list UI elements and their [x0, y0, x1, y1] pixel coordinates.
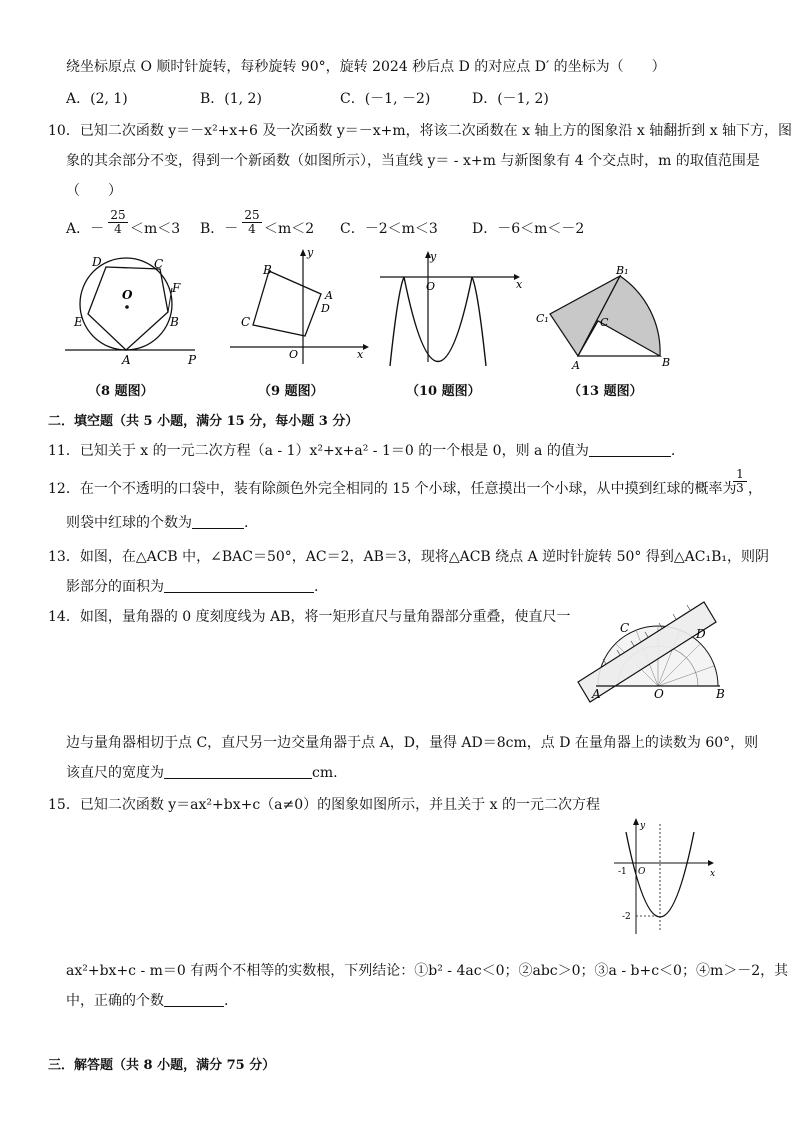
fig10-right-branch — [472, 277, 486, 366]
section-3-heading: 三．解答题（共 8 小题，满分 75 分） — [48, 1058, 276, 1073]
fraction-numerator: 25 — [108, 209, 128, 223]
q10-option-b-fraction — [242, 209, 262, 236]
fig8-caption: （8 题图） — [88, 384, 154, 399]
q12-answer-blank[interactable] — [192, 516, 244, 529]
fig10-left-branch — [390, 277, 404, 366]
q13-question: 影部分的面积为 — [66, 579, 164, 595]
fig13-label: A — [572, 359, 580, 372]
q14-line2: 边与量角器相切于点 C，直尺另一边交量角器于点 A，D，量得 AD＝8cm，点 D 在量角器上的读数为 60°，则 — [66, 735, 759, 751]
section-2-heading: 二．填空题（共 5 小题，满分 15 分，每小题 3 分） — [48, 414, 359, 429]
q15-end: . — [224, 993, 229, 1009]
fig13-caption: （13 题图） — [568, 384, 643, 399]
q14-answer-blank[interactable] — [164, 766, 312, 779]
fig9-y-arrow — [300, 249, 306, 256]
q11-end: . — [670, 443, 676, 459]
fig8-label: B — [170, 315, 179, 329]
fig8-center-dot — [125, 305, 129, 309]
fig10-label: y — [430, 250, 437, 263]
fig9-label: D — [321, 302, 330, 315]
q15-line1: 15．已知二次函数 y＝ax²+bx+c（a≠0）的图象如图所示，并且关于 x 的一元二次方程 — [48, 797, 600, 813]
fig14-label: C — [620, 621, 630, 635]
q12-question: 则袋中红球的个数为 — [66, 515, 192, 531]
fig10-label: x — [516, 278, 523, 291]
q12-line1-end: ， — [748, 481, 762, 497]
fig8-pentagon — [88, 267, 168, 350]
q14-line1: 14．如图，量角器的 0 度刻度线为 AB，将一矩形直尺与量角器部分重叠，使直尺一 — [48, 609, 571, 625]
q12-probability-fraction — [733, 468, 747, 495]
q10-option-a-prefix: A．－ — [66, 221, 105, 237]
figure-15-parabola — [610, 818, 725, 936]
q10-line1: 10．已知二次函数 y＝－x²+x+6 及一次函数 y＝－x+m，将该二次函数在 x 轴上方的图象沿 x 轴翻折到 x 轴下方，图 — [48, 123, 793, 139]
fig15-label: y — [640, 821, 646, 831]
q10-option-a-suffix: ＜m＜3 — [130, 221, 181, 237]
fig8-circle — [80, 258, 172, 350]
fig9-label: C — [241, 315, 251, 329]
fig8-label: F — [172, 281, 181, 295]
fig8-label: C — [154, 257, 164, 271]
q14-line3 — [66, 762, 338, 782]
fig9-label: y — [307, 246, 314, 259]
q11-text — [48, 440, 675, 460]
fig9-label: O — [289, 348, 299, 361]
q13-line1: 13．如图，在△ACB 中，∠BAC＝50°，AC＝2，AB＝3，现将△ACB 绕点 A 逆时针旋转 50° 得到△AC₁B₁，则阴 — [48, 549, 769, 565]
q12-line2 — [66, 512, 248, 532]
fig14-label: B — [716, 687, 725, 701]
fig15-label: -2 — [622, 912, 631, 922]
q14-unit: cm. — [312, 765, 338, 781]
fig9-square — [253, 271, 321, 336]
fig13-label: B — [662, 356, 671, 369]
q12-line1: 12．在一个不透明的口袋中，装有除颜色外完全相同的 15 个小球，任意摸出一个小球，从中摸到红球的概率为 — [48, 481, 737, 497]
fig14-label: A — [592, 687, 601, 701]
q10-option-b-suffix: ＜m＜2 — [264, 221, 315, 237]
q15-line3 — [66, 990, 228, 1010]
fig10-caption: （10 题图） — [406, 384, 481, 399]
q13-end: . — [314, 579, 319, 595]
fig15-label: -1 — [618, 867, 627, 877]
fraction-denominator: 4 — [248, 222, 256, 236]
q11-question: 11．已知关于 x 的一元二次方程（a - 1）x²+x+a² - 1＝0 的一个根是 0，则 a 的值为 — [48, 443, 589, 459]
q9-option-c: C．(－1, －2) — [340, 91, 431, 107]
q10-option-a-fraction — [108, 209, 128, 236]
q10-option-c: C．－2＜m＜3 — [340, 221, 438, 237]
figure-9-coordinate-square — [225, 246, 370, 366]
q14-question: 该直尺的宽度为 — [66, 765, 164, 781]
fig13-label: C₁ — [536, 312, 549, 325]
fig9-label: A — [325, 289, 333, 302]
fig10-folded-part — [404, 277, 472, 362]
q10-option-d: D．－6＜m＜－2 — [472, 221, 585, 237]
fig13-label: C — [600, 316, 609, 329]
figure-14-protractor-ruler — [576, 590, 736, 702]
q15-question: 中，正确的个数 — [66, 993, 164, 1009]
q15-line2: ax²+bx+c - m＝0 有两个不相等的实数根，下列结论：①b² - 4ac＜0；②abc＞0；③a - b+c＜0；④m＞－2，其 — [66, 963, 789, 979]
fig14-label: O — [654, 687, 664, 701]
figure-13-rotated-triangle — [536, 266, 676, 374]
figure-8-circle-pentagon — [60, 252, 210, 367]
fig10-label: O — [426, 280, 436, 293]
fig8-label: D — [92, 255, 102, 269]
fraction-numerator: 25 — [242, 209, 262, 223]
q9-text-line: 绕坐标原点 O 顺时针旋转，每秒旋转 90°，旋转 2024 秒后点 D 的对应点 D′ 的坐标为（ ） — [66, 59, 666, 75]
q9-option-a: A．(2, 1) — [66, 91, 128, 107]
q9-option-b: B．(1, 2) — [200, 91, 262, 107]
fig15-y-arrow — [633, 818, 639, 825]
fig9-caption: （9 题图） — [258, 384, 324, 399]
fig8-label: P — [188, 353, 197, 367]
q13-answer-blank[interactable] — [164, 580, 314, 593]
fig8-label: A — [122, 353, 131, 367]
fig14-label: D — [696, 627, 706, 641]
q11-answer-blank[interactable] — [589, 444, 671, 457]
fig9-label: x — [357, 348, 364, 361]
fraction-denominator: 3 — [736, 481, 744, 495]
q10-line3: （ ） — [66, 183, 122, 199]
q10-option-b-prefix: B．－ — [200, 221, 239, 237]
fig8-label: E — [74, 315, 83, 329]
fig15-x-arrow — [708, 860, 714, 866]
fig9-x-arrow — [363, 344, 369, 350]
q13-line2 — [66, 576, 318, 596]
fig13-label: B₁ — [616, 264, 629, 277]
q10-line2: 象的其余部分不变，得到一个新函数（如图所示），当直线 y＝ - x+m 与新图象有 4 个交点时，m 的取值范围是 — [66, 153, 760, 169]
q9-option-d: D．(－1, 2) — [472, 91, 549, 107]
fig15-label: O — [638, 867, 646, 877]
fraction-numerator: 1 — [733, 468, 747, 482]
q15-answer-blank[interactable] — [164, 994, 224, 1007]
fig15-label: x — [710, 869, 716, 879]
fig8-label: O — [122, 288, 133, 302]
q12-end: . — [244, 515, 249, 531]
fig9-label: B — [263, 263, 272, 277]
figure-10-folded-parabola — [378, 250, 528, 368]
fraction-denominator: 4 — [114, 222, 122, 236]
